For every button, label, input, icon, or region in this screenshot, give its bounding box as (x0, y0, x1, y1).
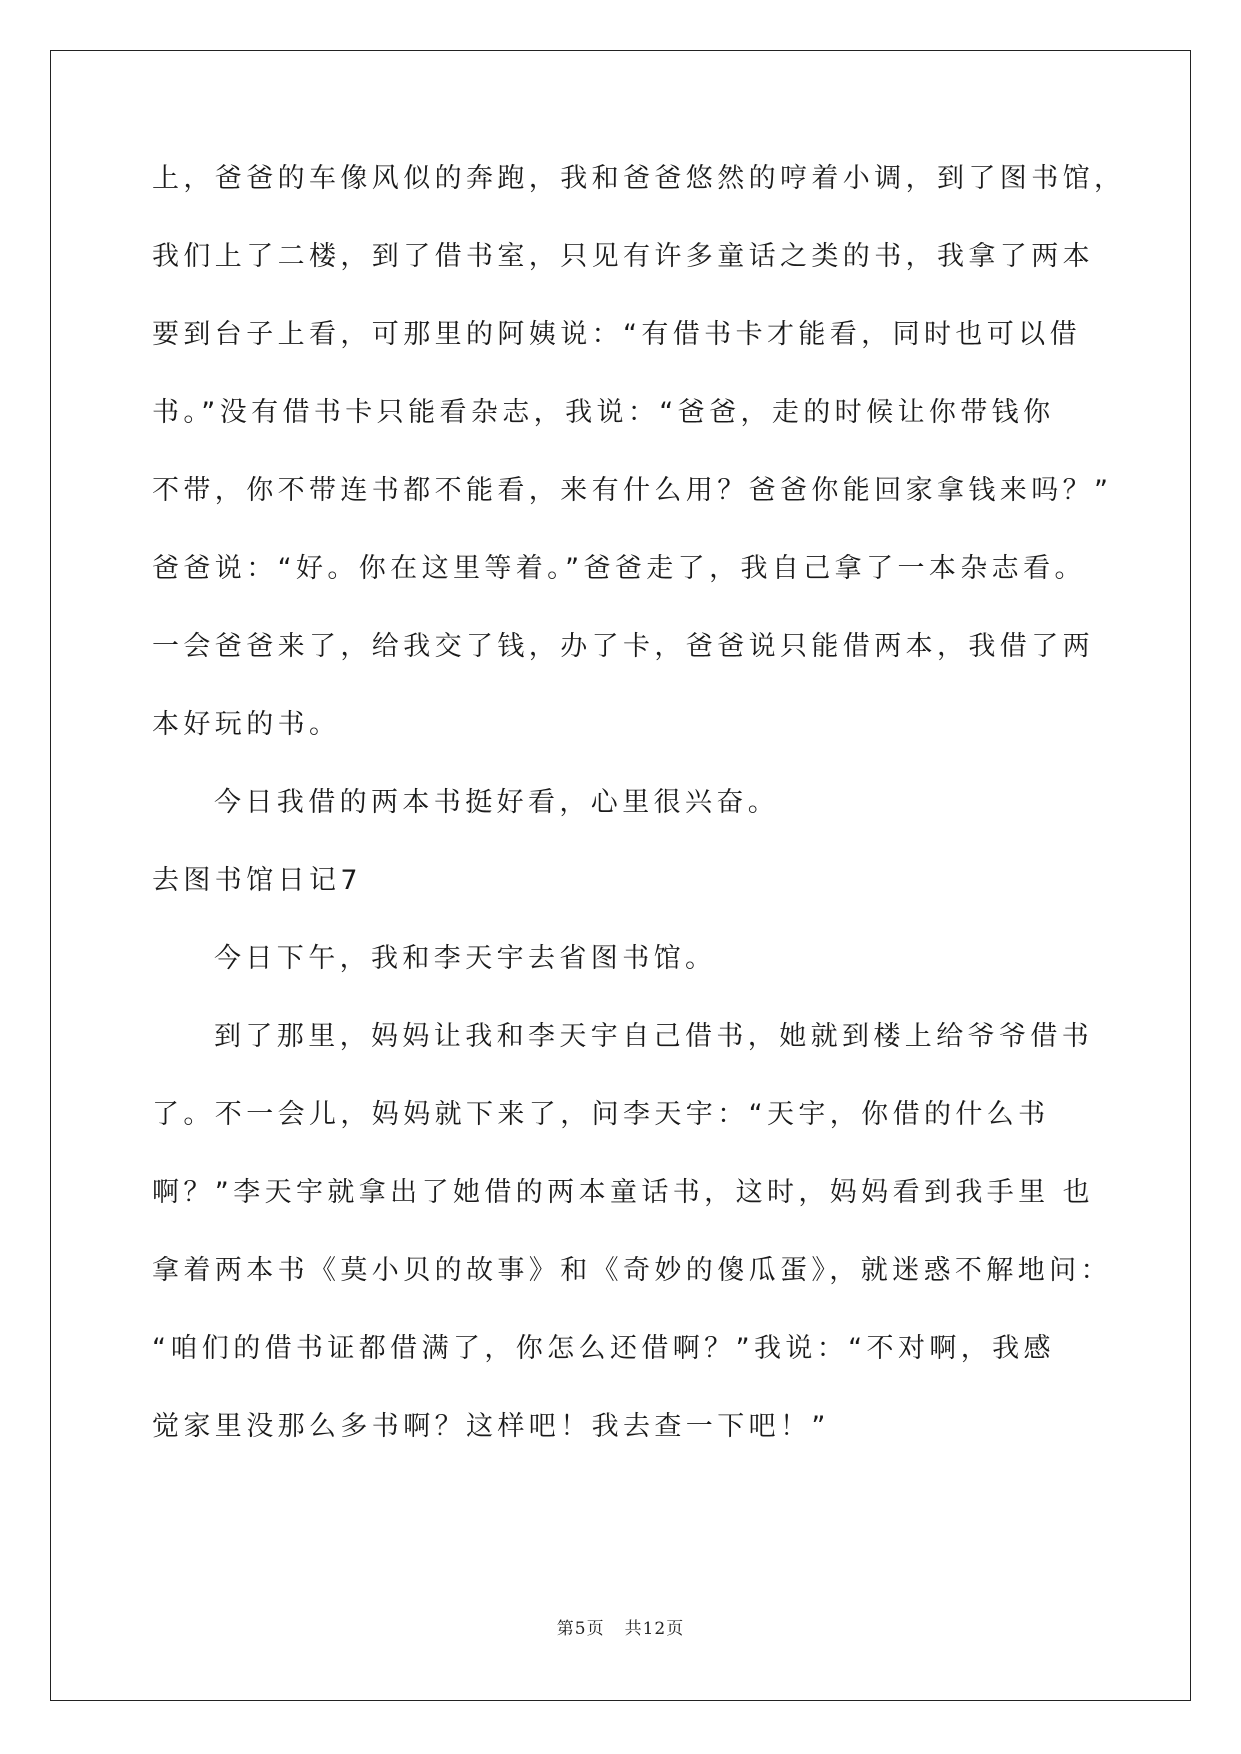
section-heading: 去图书馆日记7 (152, 865, 362, 896)
text-line: 一会爸爸来了，给我交了钱，办了卡，爸爸说只能借两本，我借了两 (152, 631, 1094, 662)
text-line: 拿着两本书《莫小贝的故事》和《奇妙的傻瓜蛋》，就迷惑不解地问： (152, 1255, 1112, 1286)
text-line: 了。不一会儿，妈妈就下来了，问李天宇：“天宇，你借的什么书 (152, 1099, 1050, 1130)
page-footer (0, 1614, 1241, 1639)
page-total: 共12页 (624, 1619, 685, 1639)
text-line: 要到台子上看，可那里的阿姨说：“有借书卡才能看，同时也可以借 (152, 319, 1081, 350)
page-number: 第5页 (556, 1619, 605, 1639)
text-line: 觉家里没那么多书啊？这样吧！我去查一下吧！” (152, 1411, 830, 1442)
text-line: 本好玩的书。 (152, 709, 341, 740)
text-line: 我们上了二楼，到了借书室，只见有许多童话之类的书，我拿了两本 (152, 241, 1094, 272)
text-line: 啊？”李天宇就拿出了她借的两本童话书，这时，妈妈看到我手里 也 (152, 1177, 1094, 1208)
text-line: “咱们的借书证都借满了，你怎么还借啊？”我说：“不对啊，我感 (152, 1333, 1055, 1364)
paragraph-line: 今日下午，我和李天宇去省图书馆。 (214, 943, 717, 974)
text-line: 不带，你不带连书都不能看，来有什么用？爸爸你能回家拿钱来吗？” (152, 475, 1113, 506)
document-body (152, 160, 1126, 1486)
paragraph-line: 到了那里，妈妈让我和李天宇自己借书，她就到楼上给爷爷借书 (214, 1021, 1094, 1052)
text-line: 爸爸说：“好。你在这里等着。”爸爸走了，我自己拿了一本杂志看。 (152, 553, 1086, 584)
text-line: 书。”没有借书卡只能看杂志，我说：“爸爸，走的时候让你带钱你 (152, 397, 1055, 428)
text-line: 上，爸爸的车像风似的奔跑，我和爸爸悠然的哼着小调，到了图书馆， (152, 163, 1126, 194)
paragraph-line: 今日我借的两本书挺好看，心里很兴奋。 (214, 787, 780, 818)
